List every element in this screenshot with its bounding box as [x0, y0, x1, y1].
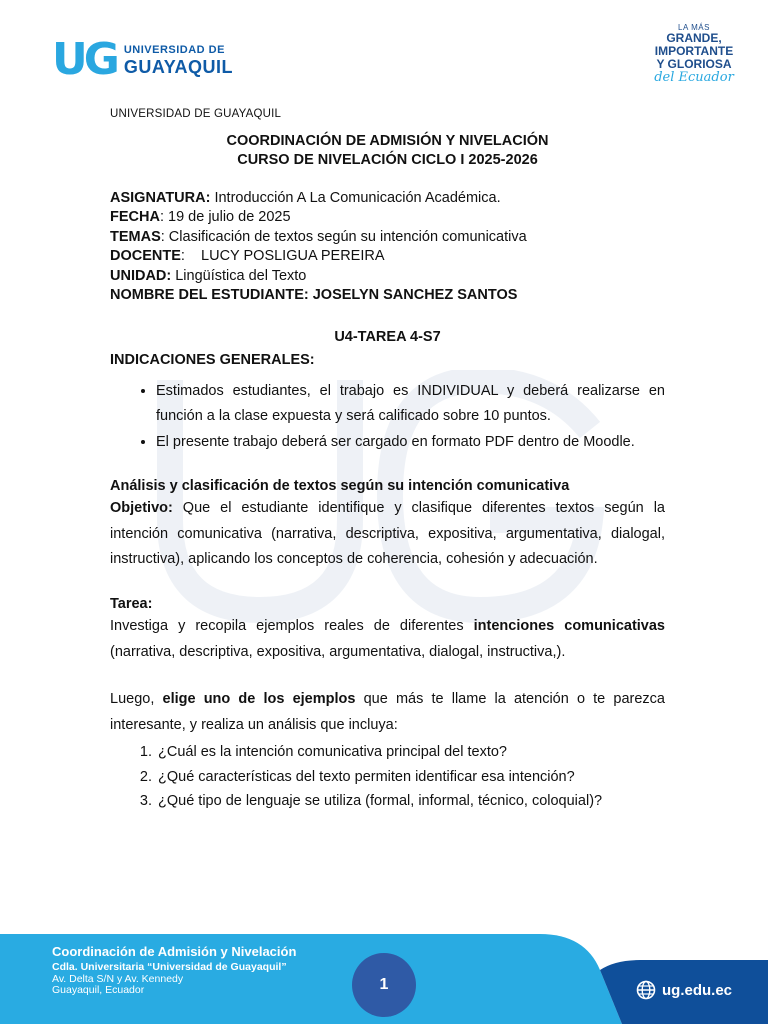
website-link[interactable] — [636, 980, 732, 1000]
temas-value: : Clasificación de textos según su intención comunicativa — [160, 228, 527, 245]
university-logo — [52, 34, 234, 85]
docente-label: DOCENTE — [110, 248, 181, 264]
luego-text-b: que más te llame la atención o te parezca interesante, y realiza un análisis que incluya: — [110, 691, 665, 733]
luego-text-bold: elige uno de los ejemplos — [162, 691, 356, 707]
logo-text — [124, 45, 233, 76]
questions-list — [110, 740, 665, 814]
list-item: • Estimados estudiantes, el trabajo es INDIVIDUAL y deberá realizarse en función a la clase expuesta y será calificado sobre 10 puntos. — [156, 379, 665, 429]
slogan-script: del Ecuador — [654, 70, 734, 86]
list-item: • El presente trabajo deberá ser cargado en formato PDF dentro de Moodle. — [156, 430, 665, 455]
slogan-line3: IMPORTANTE — [654, 43, 734, 58]
footer-line1: Coordinación de Admisión y Nivelación — [52, 944, 297, 959]
list-item: 1. ¿Cuál es la intención comunicativa principal del texto? — [156, 740, 665, 765]
indicaciones-list — [110, 379, 665, 455]
objetivo-text: Que el estudiante identifique y clasifique diferentes textos según la intención comunicativa (narrativa, descriptiva, expositiva, argumentativa, dialogal, instructiva), aplicando los conceptos de coherencia, cohesión y adecuación. — [110, 500, 665, 567]
fecha-label: FECHA — [110, 209, 160, 225]
objetivo-label: Objetivo: — [110, 500, 173, 516]
ug-logo-mark: UG — [52, 34, 116, 85]
logo-line1: UNIVERSIDAD DE — [123, 43, 225, 56]
meta-unidad — [110, 267, 665, 287]
unidad-label: UNIDAD: — [110, 267, 172, 284]
tarea-label: Tarea: — [110, 595, 153, 612]
meta-temas — [110, 228, 665, 248]
slogan-line2: GRANDE, — [666, 31, 722, 46]
temas-label: TEMAS — [110, 228, 161, 245]
luego-paragraph — [110, 687, 665, 738]
unidad-value: Lingüística del Texto — [171, 267, 307, 284]
heading-coordination: COORDINACIÓN DE ADMISIÓN Y NIVELACIÓN — [226, 132, 549, 149]
tarea-text-b: (narrativa, descriptiva, expositiva, argumentativa, dialogal, instructiva,). — [110, 643, 566, 660]
fecha-value: : 19 de julio de 2025 — [159, 209, 291, 225]
slogan-line1: LA MÁS — [678, 23, 710, 32]
footer-line4: Guayaquil, Ecuador — [52, 984, 145, 997]
logo-line2: GUAYAQUIL — [123, 56, 234, 77]
asignatura-label: ASIGNATURA: — [110, 189, 211, 206]
footer-address — [52, 945, 296, 997]
meta-asignatura — [110, 189, 665, 209]
heading-course: CURSO DE NIVELACIÓN CICLO I 2025-2026 — [237, 152, 538, 168]
tarea-code: U4-TAREA 4-S7 — [334, 328, 441, 345]
document-meta — [110, 189, 665, 306]
estudiante-name: NOMBRE DEL ESTUDIANTE: JOSELYN SANCHEZ SANTOS — [110, 287, 518, 303]
page-number: 1 — [352, 953, 416, 1017]
list-item: 3. ¿Qué tipo de lenguaje se utiliza (formal, informal, técnico, coloquial)? — [156, 789, 665, 814]
docente-value: : LUCY POSLIGUA PEREIRA — [180, 248, 385, 264]
globe-icon — [636, 980, 656, 1000]
university-name: UNIVERSIDAD DE GUAYAQUIL — [110, 108, 282, 120]
slogan-logo — [644, 24, 744, 85]
footer-line2: Cdla. Universitaria “Universidad de Guayaquil” — [52, 961, 287, 974]
meta-estudiante — [110, 286, 665, 306]
asignatura-value: Introducción A La Comunicación Académica. — [210, 189, 501, 206]
list-item: 2. ¿Qué características del texto permiten identificar esa intención? — [156, 765, 665, 790]
document-body — [110, 105, 665, 814]
luego-text-a: Luego, — [110, 691, 163, 707]
footer-line3: Av. Delta S/N y Av. Kennedy — [52, 972, 184, 985]
tarea-text-bold: intenciones comunicativas — [473, 618, 665, 634]
tarea-text-a: Investiga y recopila ejemplos reales de diferentes — [110, 618, 474, 634]
website-text[interactable]: ug.edu.ec — [662, 981, 733, 999]
analysis-title: Análisis y clasificación de textos según su intención comunicativa — [110, 477, 570, 494]
slogan-line4: Y GLORIOSA — [656, 56, 732, 71]
objetivo-paragraph — [110, 496, 665, 573]
tarea-paragraph — [110, 614, 665, 665]
meta-docente — [110, 247, 665, 267]
indicaciones-title: INDICACIONES GENERALES: — [110, 352, 315, 368]
meta-fecha — [110, 208, 665, 228]
